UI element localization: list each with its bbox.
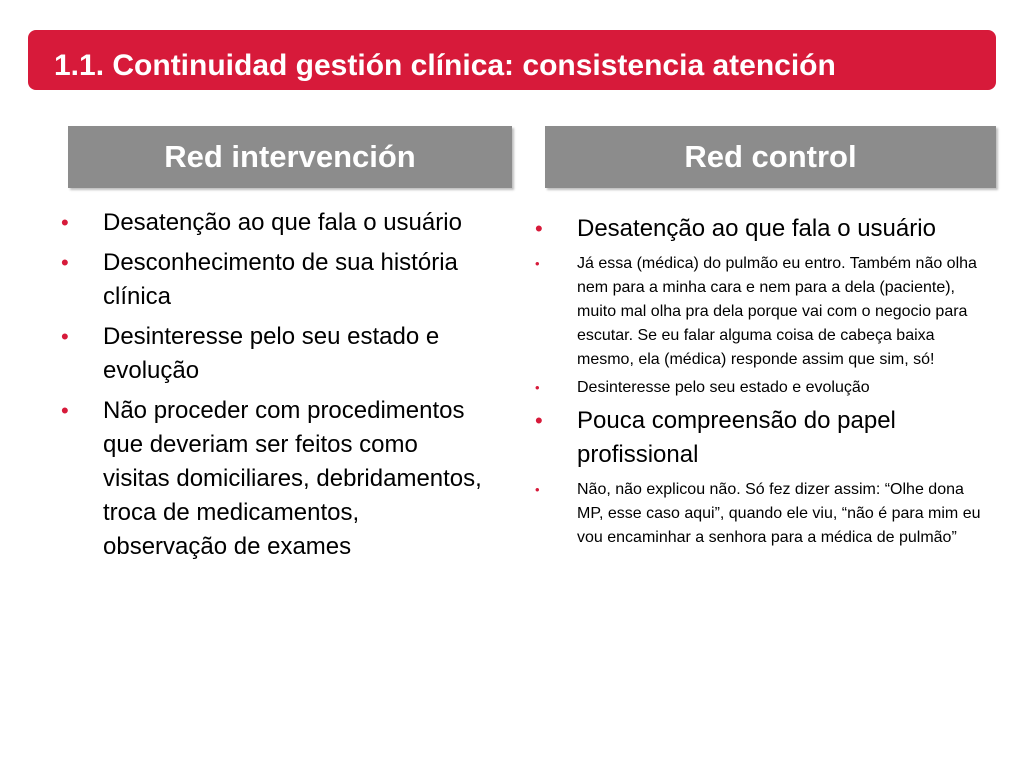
left-column-header [68, 126, 512, 188]
list-item-text: Não proceder com procedimentos que deveriam ser feitos como visitas domiciliares, debridamentos, troca de medicamentos, observação de exames [103, 397, 482, 560]
bullet-icon: • [61, 210, 69, 235]
list-item-text: Pouca compreensão do papel profissional [577, 407, 896, 468]
list-item-text: Desatenção ao que fala o usuário [577, 215, 936, 242]
bullet-icon: • [61, 250, 69, 275]
bullet-icon: • [535, 380, 540, 395]
slide-title: 1.1. Continuidad gestión clínica: consistencia atención [54, 49, 836, 82]
list-item [58, 246, 488, 314]
quote-item [532, 252, 982, 372]
bullet-icon: • [61, 398, 69, 423]
bullet-icon: • [535, 482, 540, 497]
quote-item-text: Já essa (médica) do pulmão eu entro. Também não olha nem para a minha cara e nem para a dela (paciente), muito mal olha pra dela porque vai com o negocio para escutar. Se eu falar alguma coisa de cabeça baixa mesmo, ela (médica) responde assim que sim, só! [577, 255, 977, 368]
bullet-icon: • [535, 216, 543, 241]
right-bullet-list [532, 212, 982, 554]
list-item-text: Desinteresse pelo seu estado e evolução [577, 379, 870, 396]
list-item-text: Desatenção ao que fala o usuário [103, 209, 462, 236]
bullet-icon: • [61, 324, 69, 349]
quote-item-text: Não, não explicou não. Só fez dizer assim: “Olhe dona MP, esse caso aqui”, quando ele viu, “não é para mim eu vou encaminhar a senhora para a médica de pulmão” [577, 481, 981, 546]
list-item [58, 320, 488, 388]
list-item [58, 394, 488, 564]
right-column-header [545, 126, 996, 188]
list-item [532, 376, 982, 400]
list-item-text: Desconhecimento de sua história clínica [103, 249, 458, 310]
bullet-icon: • [535, 408, 543, 433]
list-item [532, 404, 982, 472]
left-column-header-label: Red intervención [164, 139, 416, 174]
bullet-icon: • [535, 256, 540, 271]
list-item [532, 212, 982, 246]
left-bullet-list [58, 206, 488, 570]
list-item-text: Desinteresse pelo seu estado e evolução [103, 323, 440, 384]
list-item [58, 206, 488, 240]
right-column-header-label: Red control [684, 139, 857, 174]
quote-item [532, 478, 982, 550]
